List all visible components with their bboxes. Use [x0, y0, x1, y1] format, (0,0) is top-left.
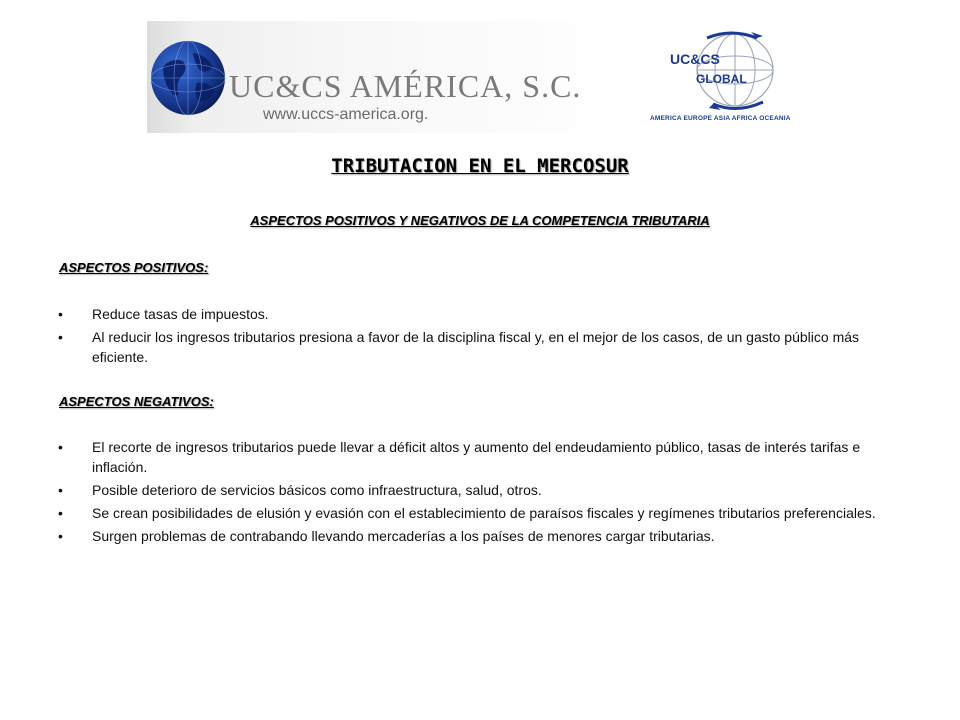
positive-heading: ASPECTOS POSITIVOS: — [59, 260, 209, 275]
uccs-america-logo — [147, 21, 625, 133]
list-item-text: Surgen problemas de contrabando llevando mercaderías a los países de menores cargar tributarias. — [92, 528, 715, 544]
bullet-icon: • — [58, 329, 63, 345]
negative-list — [58, 437, 888, 549]
bullet-icon: • — [58, 306, 63, 322]
list-item-text: Reduce tasas de impuestos. — [92, 306, 269, 322]
negative-heading: ASPECTOS NEGATIVOS: — [59, 394, 214, 409]
list-item — [58, 526, 888, 546]
page-title: TRIBUTACION EN EL MERCOSUR — [331, 155, 629, 177]
list-item — [58, 327, 888, 367]
list-item-text: Posible deterioro de servicios básicos como infraestructura, salud, otros. — [92, 482, 542, 498]
list-item — [58, 480, 888, 500]
bullet-icon: • — [58, 528, 63, 544]
logo-left-url: www.uccs-america.org. — [263, 106, 429, 123]
uccs-global-logo — [640, 30, 820, 130]
logo-right-line1: UC&CS — [670, 51, 720, 67]
list-item-text: Al reducir los ingresos tributarios presiona a favor de la disciplina fiscal y, en el mejor de los casos, de un gasto público más eficiente. — [92, 329, 860, 365]
logo-right-regions: AMERICA EUROPE ASIA AFRICA OCEANIA — [650, 115, 791, 122]
list-item-text: El recorte de ingresos tributarios puede llevar a déficit altos y aumento del endeudamiento público, tasas de interés tarifas e inflación. — [92, 439, 861, 475]
bullet-icon: • — [58, 505, 63, 521]
bullet-icon: • — [58, 482, 63, 498]
logo-right-line2: GLOBAL — [696, 72, 747, 86]
list-item — [58, 437, 888, 477]
list-item — [58, 304, 888, 324]
logo-left-name: UC&CS AMÉRICA, S.C. — [229, 68, 582, 104]
globe-icon — [149, 39, 227, 117]
positive-list — [58, 304, 888, 370]
list-item-text: Se crean posibilidades de elusión y evasión con el establecimiento de paraísos fiscales y regímenes tributarios preferenciales. — [92, 505, 876, 521]
bullet-icon: • — [58, 439, 63, 455]
page-subtitle: ASPECTOS POSITIVOS Y NEGATIVOS DE LA COMPETENCIA TRIBUTARIA — [250, 213, 710, 228]
list-item — [58, 503, 888, 523]
global-globe-icon — [671, 30, 789, 112]
